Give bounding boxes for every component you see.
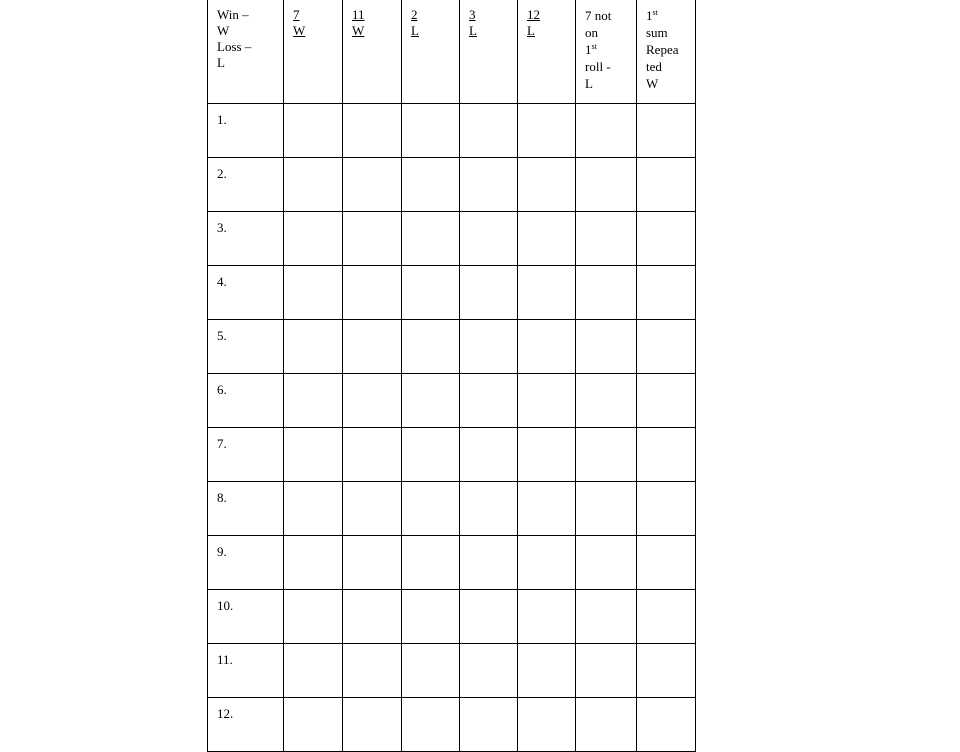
header-text: on xyxy=(585,25,598,40)
header-7-not-first-roll xyxy=(576,0,637,104)
header-text: 7 xyxy=(293,7,300,22)
table-body xyxy=(208,104,696,752)
header-text: L xyxy=(585,76,593,91)
empty-tally-cell xyxy=(284,482,343,536)
header-text: W xyxy=(293,23,306,38)
empty-tally-cell xyxy=(518,374,576,428)
empty-tally-cell xyxy=(460,320,518,374)
empty-tally-cell xyxy=(518,536,576,590)
header-3-loss xyxy=(460,0,518,104)
row-number: 11. xyxy=(217,652,233,667)
empty-tally-cell xyxy=(518,590,576,644)
empty-tally-cell xyxy=(343,158,402,212)
row-number: 7. xyxy=(217,436,227,451)
row-number-cell xyxy=(208,428,284,482)
header-text: W xyxy=(646,76,659,91)
empty-tally-cell xyxy=(284,590,343,644)
header-first-sum-repeated xyxy=(637,0,696,104)
empty-tally-cell xyxy=(343,590,402,644)
empty-tally-cell xyxy=(576,482,637,536)
header-text: L xyxy=(217,55,225,70)
header-text: 2 xyxy=(411,7,418,22)
header-text: L xyxy=(411,23,419,38)
empty-tally-cell xyxy=(343,644,402,698)
empty-tally-cell xyxy=(460,644,518,698)
empty-tally-cell xyxy=(576,536,637,590)
empty-tally-cell xyxy=(518,482,576,536)
empty-tally-cell xyxy=(518,644,576,698)
empty-tally-cell xyxy=(284,698,343,752)
header-text: 7 not xyxy=(585,8,612,23)
empty-tally-cell xyxy=(460,482,518,536)
empty-tally-cell xyxy=(402,104,460,158)
table-row xyxy=(208,374,696,428)
row-number-cell xyxy=(208,212,284,266)
table-row xyxy=(208,536,696,590)
row-number: 4. xyxy=(217,274,227,289)
table-row xyxy=(208,266,696,320)
row-number: 6. xyxy=(217,382,227,397)
empty-tally-cell xyxy=(576,698,637,752)
empty-tally-cell xyxy=(637,374,696,428)
empty-tally-cell xyxy=(402,212,460,266)
header-text: roll - xyxy=(585,59,611,74)
header-text: ted xyxy=(646,59,662,74)
empty-tally-cell xyxy=(518,698,576,752)
empty-tally-cell xyxy=(637,212,696,266)
header-text: sum xyxy=(646,25,668,40)
row-number-cell xyxy=(208,590,284,644)
table-row xyxy=(208,212,696,266)
row-number: 5. xyxy=(217,328,227,343)
empty-tally-cell xyxy=(637,320,696,374)
empty-tally-cell xyxy=(402,536,460,590)
header-text: 12 xyxy=(527,7,540,22)
empty-tally-cell xyxy=(518,212,576,266)
empty-tally-cell xyxy=(518,266,576,320)
empty-tally-cell xyxy=(576,644,637,698)
header-superscript: st xyxy=(652,8,658,17)
empty-tally-cell xyxy=(637,266,696,320)
table-row xyxy=(208,482,696,536)
empty-tally-cell xyxy=(284,158,343,212)
empty-tally-cell xyxy=(576,104,637,158)
empty-tally-cell xyxy=(460,536,518,590)
empty-tally-cell xyxy=(284,428,343,482)
empty-tally-cell xyxy=(637,698,696,752)
empty-tally-cell xyxy=(402,428,460,482)
row-number: 8. xyxy=(217,490,227,505)
row-number: 3. xyxy=(217,220,227,235)
empty-tally-cell xyxy=(284,374,343,428)
empty-tally-cell xyxy=(637,158,696,212)
header-text: 11 xyxy=(352,7,365,22)
empty-tally-cell xyxy=(402,374,460,428)
empty-tally-cell xyxy=(576,212,637,266)
empty-tally-cell xyxy=(284,536,343,590)
table-row xyxy=(208,104,696,158)
empty-tally-cell xyxy=(402,158,460,212)
empty-tally-cell xyxy=(637,536,696,590)
header-text: 1 xyxy=(585,42,592,57)
header-text: L xyxy=(527,23,535,38)
row-number: 12. xyxy=(217,706,234,721)
table-row xyxy=(208,590,696,644)
empty-tally-cell xyxy=(402,590,460,644)
empty-tally-cell xyxy=(284,320,343,374)
empty-tally-cell xyxy=(518,320,576,374)
empty-tally-cell xyxy=(460,698,518,752)
empty-tally-cell xyxy=(343,104,402,158)
empty-tally-cell xyxy=(518,104,576,158)
empty-tally-cell xyxy=(460,104,518,158)
empty-tally-cell xyxy=(284,644,343,698)
header-2-loss xyxy=(402,0,460,104)
table-row xyxy=(208,320,696,374)
empty-tally-cell xyxy=(343,428,402,482)
row-number-cell xyxy=(208,644,284,698)
craps-tally-table xyxy=(207,0,696,752)
row-number-cell xyxy=(208,698,284,752)
empty-tally-cell xyxy=(518,428,576,482)
table-row xyxy=(208,428,696,482)
empty-tally-cell xyxy=(460,590,518,644)
empty-tally-cell xyxy=(402,320,460,374)
empty-tally-cell xyxy=(460,374,518,428)
empty-tally-cell xyxy=(343,320,402,374)
header-text: W xyxy=(352,23,365,38)
empty-tally-cell xyxy=(284,104,343,158)
empty-tally-cell xyxy=(460,428,518,482)
empty-tally-cell xyxy=(343,266,402,320)
header-11-win xyxy=(343,0,402,104)
header-text: Repea xyxy=(646,42,679,57)
empty-tally-cell xyxy=(343,212,402,266)
row-number-cell xyxy=(208,482,284,536)
header-text: Loss – xyxy=(217,39,252,54)
table-row xyxy=(208,158,696,212)
empty-tally-cell xyxy=(402,482,460,536)
row-number: 9. xyxy=(217,544,227,559)
empty-tally-cell xyxy=(637,644,696,698)
row-number: 1. xyxy=(217,112,227,127)
table-row xyxy=(208,644,696,698)
row-number: 10. xyxy=(217,598,234,613)
row-number-cell xyxy=(208,158,284,212)
empty-tally-cell xyxy=(576,590,637,644)
empty-tally-cell xyxy=(518,158,576,212)
header-text: 1 xyxy=(646,8,653,23)
empty-tally-cell xyxy=(576,158,637,212)
empty-tally-cell xyxy=(343,374,402,428)
table-row xyxy=(208,698,696,752)
empty-tally-cell xyxy=(460,266,518,320)
row-number-cell xyxy=(208,266,284,320)
empty-tally-cell xyxy=(576,320,637,374)
row-number-cell xyxy=(208,104,284,158)
empty-tally-cell xyxy=(284,212,343,266)
empty-tally-cell xyxy=(637,104,696,158)
row-number: 2. xyxy=(217,166,227,181)
header-7-win xyxy=(284,0,343,104)
header-text: Win – xyxy=(217,7,249,22)
empty-tally-cell xyxy=(460,158,518,212)
empty-tally-cell xyxy=(343,536,402,590)
header-text: W xyxy=(217,23,230,38)
empty-tally-cell xyxy=(402,266,460,320)
empty-tally-cell xyxy=(343,698,402,752)
empty-tally-cell xyxy=(343,482,402,536)
row-number-cell xyxy=(208,374,284,428)
row-number-cell xyxy=(208,536,284,590)
empty-tally-cell xyxy=(576,266,637,320)
empty-tally-cell xyxy=(402,644,460,698)
empty-tally-cell xyxy=(637,590,696,644)
empty-tally-cell xyxy=(460,212,518,266)
empty-tally-cell xyxy=(637,428,696,482)
header-text: L xyxy=(469,23,477,38)
row-number-cell xyxy=(208,320,284,374)
header-superscript: st xyxy=(591,42,597,51)
empty-tally-cell xyxy=(576,428,637,482)
empty-tally-cell xyxy=(637,482,696,536)
header-win-loss xyxy=(208,0,284,104)
empty-tally-cell xyxy=(402,698,460,752)
header-row xyxy=(208,0,696,104)
empty-tally-cell xyxy=(576,374,637,428)
header-text: 3 xyxy=(469,7,476,22)
empty-tally-cell xyxy=(284,266,343,320)
header-12-loss xyxy=(518,0,576,104)
